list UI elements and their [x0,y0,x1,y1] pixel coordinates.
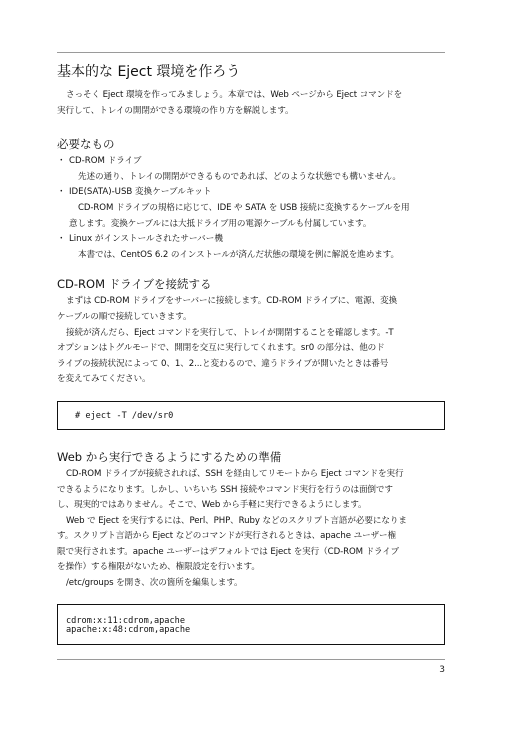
paragraph-line: オプションはトグルモードで、開閉を交互に実行してくれます。sr0 の部分は、他のド [57,343,385,354]
web-paragraph-2 [57,514,445,576]
list-item-label: IDE(SATA)-USB 変換ケーブルキット [69,187,212,198]
list-item-label: CD-ROM ドライブ [69,156,142,167]
code-line: apache:x:48:cdrom,apache [66,624,191,635]
footer-rule [57,659,445,660]
paragraph-line: を変えてみてください。 [57,374,151,385]
intro-paragraph [57,88,445,119]
web-heading: Web から実行できるようにするための準備 [57,449,282,464]
list-item-desc: 先述の通り、トレイの開閉ができるものであれば、どのような状態でも構いません。 [78,171,401,182]
code-block-eject [57,401,445,430]
list-item-label: Linux がインストールされたサーバー機 [69,234,223,245]
requirements-list [57,154,445,263]
paragraph-line: /etc/groups を開き、次の箇所を編集します。 [66,578,243,589]
page-number: 3 [439,665,445,675]
connect-paragraph-2 [57,326,445,388]
header-rule [57,52,445,53]
page-content [57,60,445,645]
list-item-desc: CD-ROM ドライブの規格に応じて、IDE や SATA を USB 接続に変換するケーブルを用 [78,202,410,213]
web-paragraph-3 [57,576,445,592]
list-item [57,232,445,263]
code-line: cdrom:x:11:cdrom,apache [66,615,185,626]
bullet-mark: ・ [57,156,66,167]
list-item [57,154,445,185]
paragraph-line: 限で実行されます。apache ユーザーはデフォルトでは Eject を実行（CD-ROM ドライブ [57,546,400,557]
code-line: # eject -T /dev/sr0 [75,410,174,421]
list-item-desc: 本書では、CentOS 6.2 のインストールが済んだ状態の環境を例に解説を進めます。 [78,249,400,260]
paragraph-line: を操作）する権限がないため、権限設定を行います。 [57,562,260,573]
web-paragraph-1 [57,467,445,514]
paragraph-line: まずは CD-ROM ドライブをサーバーに接続します。CD-ROM ドライブに、電源、変換 [66,296,398,307]
paragraph-line: ライブの接続状況によって 0、1、2...と変わるので、違うドライブが開いたときは番号 [57,358,389,369]
page-title: 基本的な Eject 環境を作ろう [57,64,241,80]
paragraph-line: 接続が済んだら、Eject コマンドを実行して、トレイが開閉することを確認します。-T [66,327,394,338]
intro-line: 実行して、トレイの開閉ができる環境の作り方を解説します。 [57,105,294,116]
list-item [57,185,445,232]
paragraph-line: Web で Eject を実行するには、Perl、PHP、Ruby などのスクリプト言語が必要になりま [66,515,407,526]
paragraph-line: できるようになります。しかし、いちいち SSH 接続やコマンド実行を行うのは面倒です [57,484,393,495]
requirements-heading: 必要なもの [57,137,115,152]
paragraph-line: す。スクリプト言語から Eject などのコマンドが実行されるときは、apache ユーザー権 [57,531,397,542]
list-item-desc: 意します。変換ケーブルには大抵ドライブ用の電源ケーブルも付属しています。 [69,218,372,229]
connect-paragraph-1 [57,294,445,325]
paragraph-line: ケーブルの順で接続していきます。 [57,311,192,322]
paragraph-line: CD-ROM ドライブが接続されれば、SSH を経由してリモートから Eject コマンドを実行 [66,468,404,479]
bullet-mark: ・ [57,187,66,198]
code-block-groups [57,604,445,645]
paragraph-line: し、現実的ではありません。そこで、Web から手軽に実行できるようにします。 [57,500,367,511]
bullet-mark: ・ [57,234,66,245]
connect-heading: CD-ROM ドライブを接続する [57,277,212,292]
intro-line: さっそく Eject 環境を作ってみましょう。本章では、Web ページから Eject コマンドを [66,90,403,100]
